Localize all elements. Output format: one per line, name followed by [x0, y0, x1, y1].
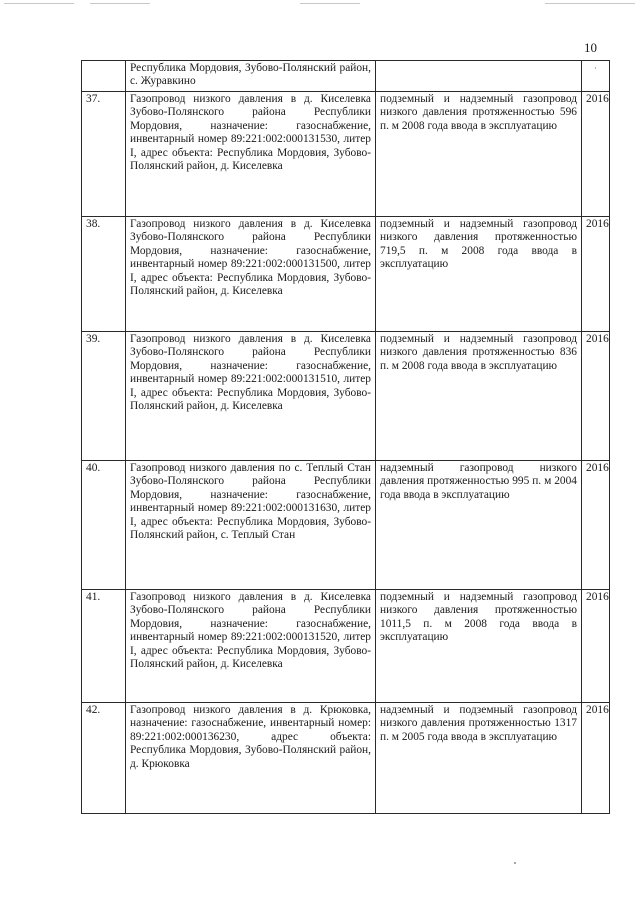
- row-number-cell: 38.: [82, 217, 126, 332]
- year-cell: 2016: [582, 461, 610, 590]
- object-description-cell: Газопровод низкого давления в д. Киселевка Зубово-Полянского района Республики Мордовия, назначение: газоснабжение, инвентарный номер 89:221:002:000131500, литер I, адрес объекта: Республика Мордовия, Зубово-Полянский район, д. Киселевка: [126, 217, 376, 332]
- object-description-cell: Газопровод низкого давления в д. Киселевка Зубово-Полянского района Республики Мордовия, назначение: газоснабжение, инвентарный номер 89:221:002:000131530, литер I, адрес объекта: Республика Мордовия, Зубово-Полянский район, д. Киселевка: [126, 92, 376, 217]
- object-description-cell: Газопровод низкого давления в д. Киселевка Зубово-Полянского района Республики Мордовия, назначение: газоснабжение, инвентарный номер 89:221:002:000131520, литер I, адрес объекта: Республика Мордовия, Зубово-Полянский район, д. Киселевка: [126, 590, 376, 703]
- year-cell: 2016: [582, 332, 610, 461]
- year-cell: 2016: [582, 217, 610, 332]
- scan-speck: [514, 862, 516, 864]
- year-cell: 2016: [582, 92, 610, 217]
- object-details-cell: подземный и надземный газопровод низкого давления протяженностью 596 п. м 2008 года ввода в эксплуатацию: [376, 92, 582, 217]
- table-row: [82, 217, 610, 332]
- object-details-cell: подземный и надземный газопровод низкого давления протяженностью 836 п. м 2008 года ввода в эксплуатацию: [376, 332, 582, 461]
- table-row-continuation: [82, 61, 610, 92]
- object-description-cell: Газопровод низкого давления в д. Киселевка Зубово-Полянского района Республики Мордовия, назначение: газоснабжение, инвентарный номер 89:221:002:000131510, литер I, адрес объекта: Республика Мордовия, Зубово-Полянский район, д. Киселевка: [126, 332, 376, 461]
- scan-artifacts: [0, 0, 640, 8]
- object-description-cell: Газопровод низкого давления по с. Теплый Стан Зубово-Полянского района Республики Мордовия, назначение: газоснабжение, инвентарный номер 89:221:002:000131630, литер I, адрес объекта: Республика Мордовия, Зубово-Полянский район, с. Теплый Стан: [126, 461, 376, 590]
- table-row: [82, 590, 610, 703]
- object-description-cell: Газопровод низкого давления в д. Крюковка, назначение: газоснабжение, инвентарный номер: 89:221:002:000136230, адрес объекта: Республика Мордовия, Зубово-Полянский район, д. Крюковка: [126, 703, 376, 814]
- row-number-cell: 40.: [82, 461, 126, 590]
- object-details-cell: подземный и надземный газопровод низкого давления протяженностью 1011,5 п. м 2008 года ввода в эксплуатацию: [376, 590, 582, 703]
- year-cell: 2016: [582, 590, 610, 703]
- table-row: [82, 332, 610, 461]
- year-cell: 2016: [582, 703, 610, 814]
- page-number: 10: [584, 40, 597, 55]
- table-row: [82, 461, 610, 590]
- row-number-cell: 37.: [82, 92, 126, 217]
- object-details-cell: надземный и подземный газопровод низкого давления протяженностью 1317 п. м 2005 года ввода в эксплуатацию: [376, 703, 582, 814]
- object-description-cell: Республика Мордовия, Зубово-Полянский район, с. Журавкино: [126, 61, 376, 92]
- row-number-cell: 42.: [82, 703, 126, 814]
- property-table: [81, 60, 610, 814]
- object-details-cell: подземный и надземный газопровод низкого давления протяженностью 719,5 п. м 2008 года ввода в эксплуатацию: [376, 217, 582, 332]
- row-number-cell: 41.: [82, 590, 126, 703]
- row-number-cell: 39.: [82, 332, 126, 461]
- row-number-cell: [82, 61, 126, 92]
- table-row: [82, 92, 610, 217]
- scan-mark: ·: [594, 63, 597, 73]
- object-details-cell: [376, 61, 582, 92]
- object-details-cell: надземный газопровод низкого давления протяженностью 995 п. м 2004 года ввода в эксплуатацию: [376, 461, 582, 590]
- year-cell: [582, 61, 610, 92]
- table-row: [82, 703, 610, 814]
